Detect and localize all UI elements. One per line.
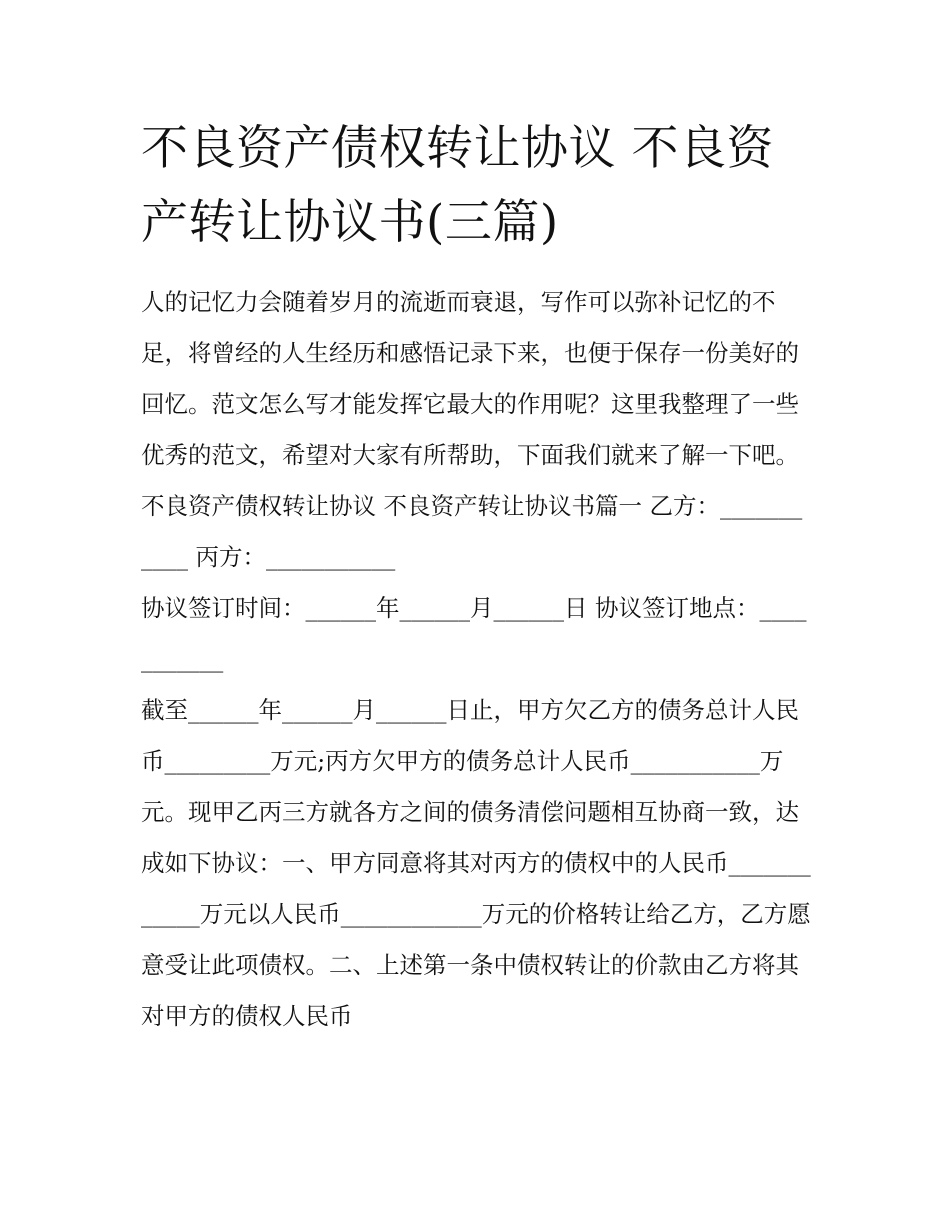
signing-info-paragraph: 协议签订时间：______年______月______日 协议签订地点：___________ (141, 594, 807, 673)
document-content (141, 112, 813, 1042)
parties-paragraph: 不良资产债权转让协议 不良资产转让协议书篇一 乙方：___________ 丙方：___________ (141, 492, 803, 571)
title-line-1: 不良资产债权转让协议 不良资 (141, 121, 774, 176)
document-title (141, 112, 813, 260)
intro-paragraph: 人的记忆力会随着岁月的流逝而衰退，写作可以弥补记忆的不足，将曾经的人生经历和感悟记录下来，也便于保存一份美好的回忆。范文怎么写才能发挥它最大的作用呢？这里我整理了一些优秀的范文，希望对大家有所帮助，下面我们就来了解一下吧。 (141, 288, 799, 469)
debt-terms-paragraph: 截至______年______月______日止，甲方欠乙方的债务总计人民币_________万元;丙方欠甲方的债务总计人民币___________万元。现甲乙丙三方就各方之间的债务清偿问题相互协商一致，达成如下协议：一、甲方同意将其对丙方的债权中的人民币____________万元以人民币____________万元的价格转让给乙方，乙方愿意受让此项债权。二、上述第一条中债权转让的价款由乙方将其对甲方的债权人民币 (141, 696, 811, 1030)
title-line-2: 产转让协议书(三篇) (141, 195, 559, 250)
